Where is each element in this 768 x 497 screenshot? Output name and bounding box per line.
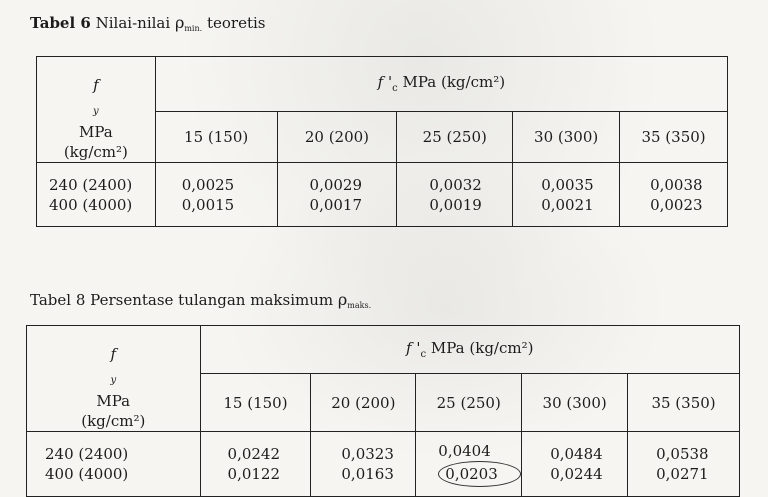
table8-cell bbox=[200, 432, 311, 497]
table8 bbox=[26, 325, 740, 497]
row-label: 400 (4000) bbox=[49, 195, 133, 214]
value: 0,0244 bbox=[550, 465, 603, 483]
rho-subscript: min. bbox=[184, 24, 203, 33]
table8-col-header: 25 (250) bbox=[416, 374, 522, 432]
table6-caption bbox=[30, 13, 265, 33]
circled-value bbox=[438, 461, 521, 487]
value: 0,0015 bbox=[181, 195, 235, 214]
table6-cell bbox=[155, 163, 277, 227]
table8-group-header bbox=[200, 326, 739, 374]
fc-symbol: f ' bbox=[377, 73, 393, 92]
fy-unit-kg: (kg/cm²) bbox=[81, 412, 146, 430]
value: 0,0038 bbox=[650, 175, 703, 194]
value: 0,0019 bbox=[429, 195, 482, 214]
table6-row-labels bbox=[37, 163, 156, 227]
fc-symbol: f ' bbox=[406, 339, 421, 358]
table6-caption-text: Nilai-nilai bbox=[95, 14, 171, 32]
value: 0,0032 bbox=[429, 175, 482, 194]
value: 0,0163 bbox=[341, 465, 394, 483]
table6 bbox=[36, 56, 728, 227]
hand-drawn-circle: 0,0203 bbox=[438, 461, 521, 487]
value: 0,0484 bbox=[550, 445, 603, 463]
rho-symbol: ρ bbox=[337, 290, 348, 309]
table8-cell bbox=[416, 432, 522, 497]
row-label: 240 (2400) bbox=[45, 445, 129, 463]
table8-caption bbox=[30, 290, 371, 310]
table8-col-header: 35 (350) bbox=[628, 374, 740, 432]
table8-row-header bbox=[27, 326, 201, 432]
table6-cell bbox=[620, 163, 728, 227]
value: 0,0023 bbox=[650, 195, 703, 214]
fy-symbol: f bbox=[93, 76, 99, 94]
table6-col-header: 15 (150) bbox=[155, 111, 277, 162]
fc-subscript: c bbox=[392, 83, 398, 95]
table8-cell bbox=[522, 432, 628, 497]
fc-subscript: c bbox=[420, 349, 427, 361]
fc-unit: MPa (kg/cm²) bbox=[402, 73, 506, 92]
value: 0,0242 bbox=[227, 445, 281, 463]
value: 0,0538 bbox=[656, 445, 709, 463]
table8-caption-label: Tabel 8 bbox=[30, 291, 86, 309]
rho-symbol: ρ bbox=[174, 13, 185, 32]
value: 0,0029 bbox=[309, 175, 363, 194]
table6-cell bbox=[277, 163, 397, 227]
value: 0,0323 bbox=[341, 445, 394, 463]
value: 0,0404 bbox=[438, 442, 491, 460]
table8-caption-text: Persentase tulangan maksimum bbox=[90, 291, 334, 309]
table6-cell bbox=[513, 163, 620, 227]
table8-col-header: 20 (200) bbox=[311, 374, 416, 432]
table6-col-header: 30 (300) bbox=[513, 111, 620, 162]
fy-unit: MPa bbox=[79, 123, 113, 141]
table6-caption-label: Tabel 6 bbox=[30, 14, 91, 32]
row-label: 400 (4000) bbox=[45, 465, 129, 483]
table6-col-header: 20 (200) bbox=[277, 111, 397, 162]
fy-unit-kg: (kg/cm²) bbox=[63, 143, 128, 161]
row-label: 240 (2400) bbox=[49, 175, 133, 194]
table6-caption-symbol bbox=[175, 13, 202, 32]
table6-col-header: 25 (250) bbox=[397, 111, 513, 162]
fy-unit: MPa bbox=[96, 392, 131, 410]
table8-col-header: 30 (300) bbox=[522, 374, 628, 432]
table6-group-header bbox=[155, 57, 727, 112]
value: 0,0025 bbox=[181, 175, 235, 194]
value: 0,0122 bbox=[227, 465, 281, 483]
value: 0,0035 bbox=[541, 175, 594, 194]
table8-cell bbox=[628, 432, 740, 497]
table6-caption-suffix: teoretis bbox=[206, 14, 266, 32]
table8-col-header: 15 (150) bbox=[200, 374, 311, 432]
value: 0,0017 bbox=[309, 195, 363, 214]
table8-row-labels bbox=[27, 432, 201, 497]
fc-unit: MPa (kg/cm²) bbox=[430, 339, 534, 358]
value: 0,0271 bbox=[656, 465, 709, 483]
rho-subscript: maks. bbox=[347, 301, 372, 310]
table8-caption-symbol bbox=[338, 290, 371, 309]
fy-symbol: f bbox=[110, 345, 117, 363]
fy-subscript: y bbox=[110, 375, 117, 386]
table8-cell bbox=[311, 432, 416, 497]
value: 0,0021 bbox=[541, 195, 594, 214]
table6-cell bbox=[397, 163, 513, 227]
table6-row-header bbox=[37, 57, 156, 163]
table6-col-header: 35 (350) bbox=[620, 111, 728, 162]
fy-subscript: y bbox=[93, 106, 99, 117]
